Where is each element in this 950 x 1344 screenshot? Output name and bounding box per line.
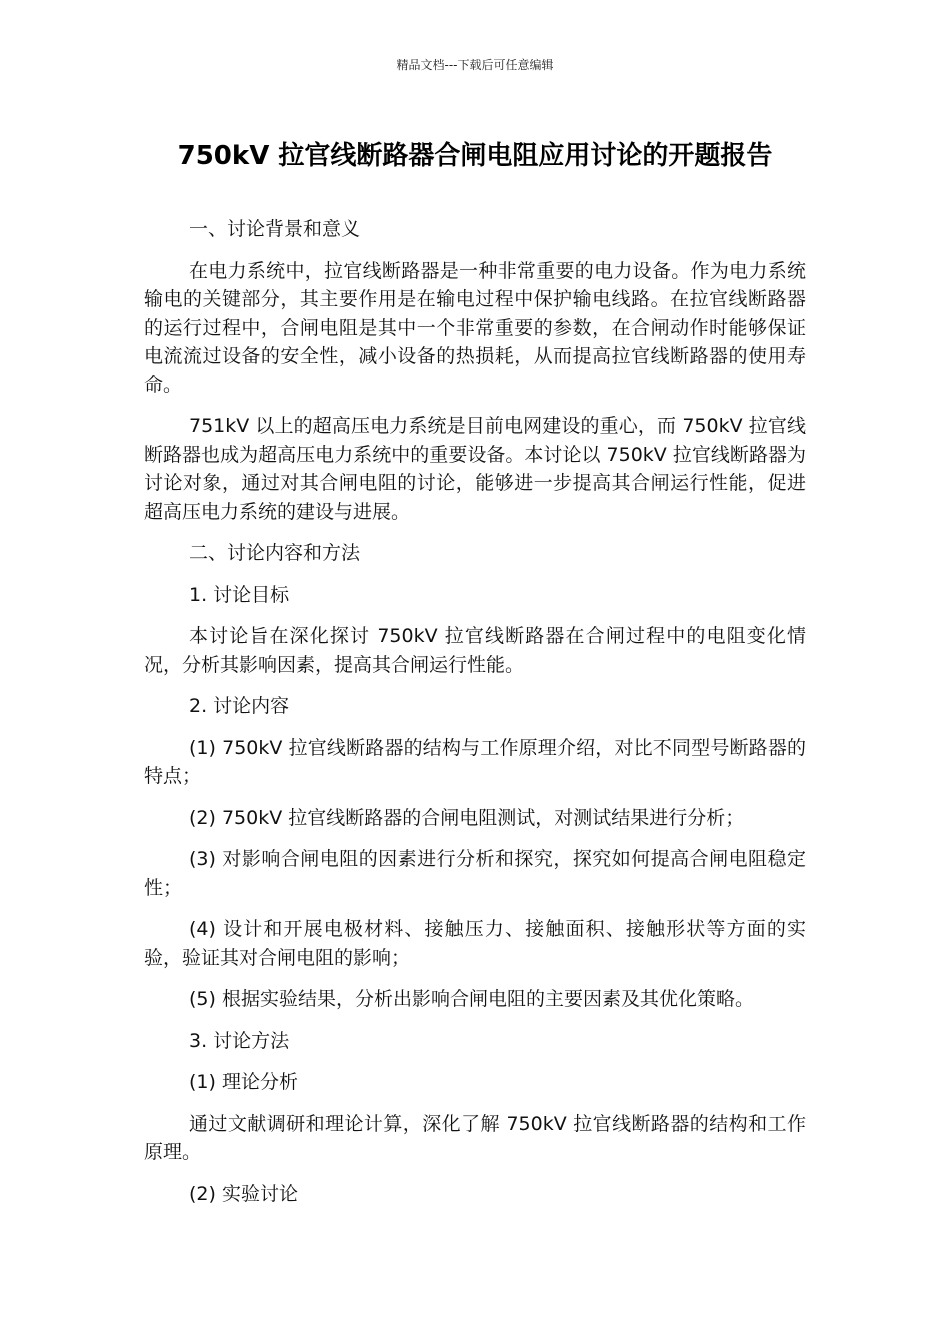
list-item: (1) 750kV 拉官线断路器的结构与工作原理介绍，对比不同型号断路器的特点；	[144, 736, 806, 787]
document-body	[144, 215, 806, 1221]
body-paragraph: 在电力系统中，拉官线断路器是一种非常重要的电力设备。作为电力系统输电的关键部分，其主要作用是在输电过程中保护输电线路。在拉官线断路器的运行过程中，合闸电阻是其中一个非常重要的参数，在合闸动作时能够保证电流流过设备的安全性，减小设备的热损耗，从而提高拉官线断路器的使用寿命。	[144, 259, 806, 396]
subheading-goal: 1. 讨论目标	[189, 583, 290, 606]
subheading-method: 3. 讨论方法	[189, 1029, 290, 1052]
list-item: (4) 设计和开展电极材料、接触压力、接触面积、接触形状等方面的实验，验证其对合闸电阻的影响；	[144, 918, 806, 969]
body-paragraph: 通过文献调研和理论计算，深化了解 750kV 拉官线断路器的结构和工作原理。	[144, 1112, 806, 1163]
subheading-content: 2. 讨论内容	[189, 695, 290, 717]
body-paragraph: 751kV 以上的超高压电力系统是目前电网建设的重心，而 750kV 拉官线断路器也成为超高压电力系统中的重要设备。本讨论以 750kV 拉官线断路器为讨论对象，通过对其合闸电阻的讨论，能够进一步提高其合闸运行性能，促进超高压电力系统的建设与进展。	[144, 415, 806, 523]
section-heading-content-method: 二、讨论内容和方法	[189, 542, 361, 564]
body-paragraph: 本讨论旨在深化探讨 750kV 拉官线断路器在合闸过程中的电阻变化情况，分析其影响因素，提高其合闸运行性能。	[144, 625, 806, 676]
list-item: (3) 对影响合闸电阻的因素进行分析和探究，探究如何提高合闸电阻稳定性；	[144, 848, 806, 899]
list-item: (1) 理论分析	[189, 1071, 298, 1093]
list-item: (2) 实验讨论	[189, 1182, 298, 1205]
list-item: (5) 根据实验结果，分析出影响合闸电阻的主要因素及其优化策略。	[189, 988, 754, 1010]
document-title: 750kV 拉官线断路器合闸电阻应用讨论的开题报告	[177, 141, 773, 171]
list-item: (2) 750kV 拉官线断路器的合闸电阻测试，对测试结果进行分析；	[189, 806, 745, 829]
page-header: 精品文档---下载后可任意编辑	[396, 58, 554, 72]
section-heading-background: 一、讨论背景和意义	[189, 218, 361, 240]
